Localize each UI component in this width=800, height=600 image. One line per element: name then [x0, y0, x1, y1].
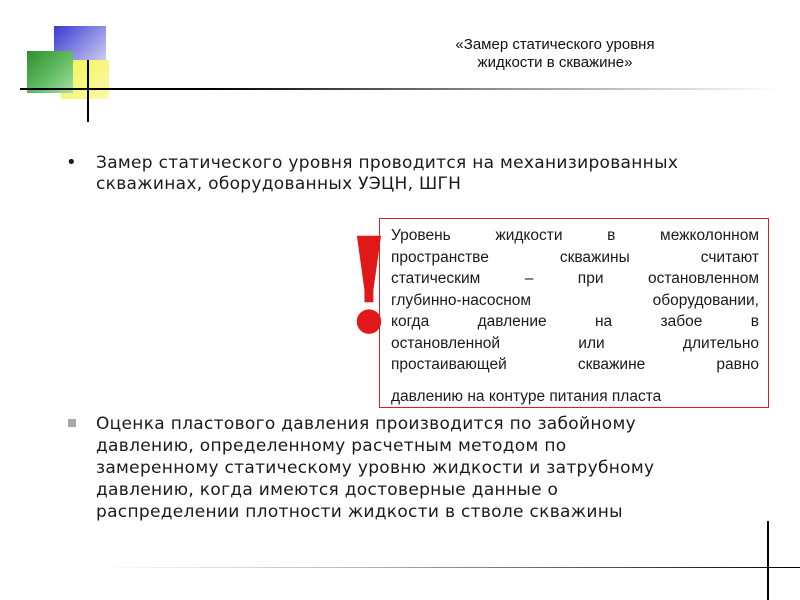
bullet-square-icon — [68, 419, 76, 427]
bullet-1-line-1: Замер статического уровня проводится на механизированных — [96, 153, 679, 173]
decor-vertical-line-bottom — [767, 521, 769, 600]
definition-line-7: простаивающей скважине равно — [391, 356, 759, 373]
definition-line-1: Уровень жидкости в межколонном — [391, 227, 759, 244]
bullet-2-line-4: давлению, когда имеются достоверные данные о — [96, 480, 559, 500]
definition-line-6: остановленной или длительно — [391, 334, 759, 352]
bullet-1-text — [96, 153, 776, 195]
slide-title-line-1: «Замер статического уровня — [455, 36, 655, 53]
bullet-2-line-2: давлению, определенному расчетным методом по — [96, 436, 567, 456]
decor-vertical-line-top — [87, 60, 89, 122]
definition-line-2: пространстве скважины считают — [391, 248, 759, 266]
decor-horizontal-line-bottom — [100, 567, 800, 568]
definition-line-4: глубинно-насосном оборудовании, — [391, 291, 759, 309]
bullet-2-line-1: Оценка пластового давления производится по забойному — [96, 414, 636, 434]
slide-title — [400, 36, 710, 72]
slide-title-line-2: жидкости в скважине» — [477, 54, 633, 71]
definition-line-3: статическим – при остановленном — [391, 270, 759, 287]
bullet-1-line-2: скважинах, оборудованных УЭЦН, ШГН — [96, 174, 462, 194]
bullet-2-line-5: распределении плотности жидкости в стволе скважины — [96, 502, 623, 522]
definition-line-5: когда давление на забое в — [391, 313, 759, 330]
decor-green-square — [27, 51, 73, 93]
decor-horizontal-line-top — [20, 88, 780, 90]
exclamation-icon: ! — [340, 209, 398, 364]
definition-box — [379, 218, 769, 408]
bullet-2-line-3: замеренному статическому уровню жидкости и затрубному — [96, 458, 655, 478]
bullet-dot-icon: • — [66, 152, 77, 173]
definition-line-8: давлению на контуре питания пласта — [391, 387, 662, 405]
bullet-2-text — [96, 413, 776, 523]
